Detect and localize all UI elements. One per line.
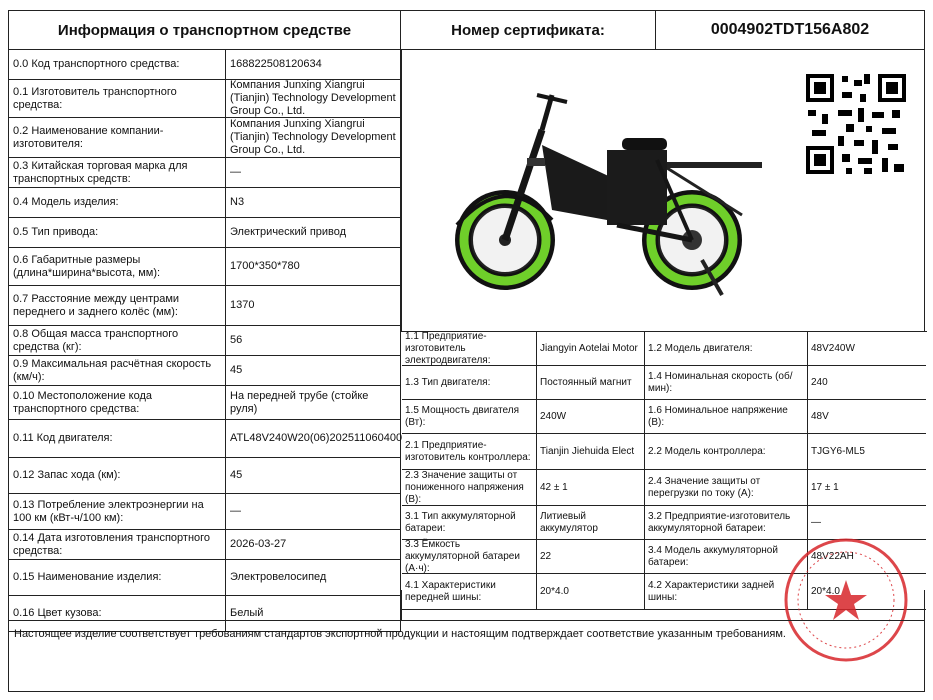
vehicle-info-value: 2026-03-27 <box>230 538 287 550</box>
vehicle-info-row <box>8 188 401 218</box>
vehicle-info-label: 0.3 Китайская торговая марка для транспортных средств: <box>9 158 226 187</box>
spec-row <box>402 400 926 434</box>
vehicle-info-label: 0.12 Запас хода (км): <box>9 458 226 493</box>
vehicle-info-value: N3 <box>230 196 245 208</box>
spec-label: 2.3 Значение защиты от пониженного напряжения (В): <box>402 470 537 505</box>
spec-label: 1.6 Номинальное напряжение (В): <box>645 400 808 433</box>
vehicle-info-row <box>8 248 401 286</box>
cert-number-label: Номер сертификата: <box>400 10 656 50</box>
spec-label: 4.1 Характеристики передней шины: <box>402 574 537 609</box>
vehicle-info-label: 0.5 Тип привода: <box>9 218 226 247</box>
spec-label: 1.5 Мощность двигателя (Вт): <box>402 400 537 433</box>
vehicle-info-row <box>8 494 401 530</box>
vehicle-info-value: Белый <box>230 607 264 619</box>
vehicle-info-value: 45 <box>230 469 243 481</box>
vehicle-info-row <box>8 420 401 458</box>
spec-value: 240W <box>537 400 645 433</box>
vehicle-info-label: 0.0 Код транспортного средства: <box>9 50 226 79</box>
spec-value: 48V22AH <box>811 550 854 562</box>
vehicle-info-row <box>8 356 401 386</box>
spec-value: Постоянный магнит <box>537 366 645 399</box>
vehicle-info-row <box>8 50 401 80</box>
vehicle-info-value: ATL48V240W20(06)202511060400 <box>230 432 403 444</box>
spec-value: Литиевый аккумулятор <box>537 506 645 539</box>
spec-row <box>402 434 926 470</box>
vehicle-info-value: 45 <box>230 364 243 376</box>
vehicle-info-value: 56 <box>230 334 243 346</box>
vehicle-info-label: 0.10 Местоположение кода транспортного средства: <box>9 386 226 419</box>
spec-row <box>402 470 926 506</box>
spec-label: 1.1 Предприятие-изготовитель электродвигателя: <box>402 332 537 365</box>
cert-number: 0004902TDT156A802 <box>655 10 925 50</box>
product-image-area <box>401 50 925 331</box>
spec-value: 48V240W <box>811 342 855 354</box>
spec-label: 2.4 Значение защиты от перегрузки по току (А): <box>645 470 808 505</box>
spec-value: 240 <box>811 376 828 388</box>
vehicle-info-value: Компания Junxing Xiangrui (Tianjin) Technology Development Group Co., Ltd. <box>230 79 396 117</box>
vehicle-info-label: 0.1 Изготовитель транспортного средства: <box>9 80 226 117</box>
vehicle-info-label: 0.2 Наименование компании-изготовителя: <box>9 118 226 157</box>
vehicle-info-label: 0.11 Код двигателя: <box>9 420 226 457</box>
vehicle-info-value: Компания Junxing Xiangrui (Tianjin) Technology Development Group Co., Ltd. <box>230 118 396 156</box>
vehicle-info-row <box>8 560 401 596</box>
vehicle-info-label: 0.8 Общая масса транспортного средства (кг): <box>9 326 226 355</box>
info-title: Информация о транспортном средстве <box>8 10 401 50</box>
spec-label: 3.1 Тип аккумуляторной батареи: <box>402 506 537 539</box>
vehicle-info-label: 0.9 Максимальная расчётная скорость (км/ч): <box>9 356 226 385</box>
vehicle-info-value: 168822508120634 <box>230 58 322 70</box>
vehicle-info-row <box>8 326 401 356</box>
vehicle-info-value: На передней трубе (стойке руля) <box>230 389 369 415</box>
vehicle-info-label: 0.7 Расстояние между центрами переднего и заднего колёс (мм): <box>9 286 226 325</box>
spec-row <box>402 366 926 400</box>
vehicle-info-label: 0.4 Модель изделия: <box>9 188 226 217</box>
spec-value: 22 <box>537 540 645 573</box>
compliance-statement: Настоящее изделие соответствует требованиям стандартов экспортной продукции и настоящим подтверждает соответствие указанным требованиям. <box>8 620 925 692</box>
vehicle-info-value: 1700*350*780 <box>230 260 300 272</box>
vehicle-info-value: 1370 <box>230 299 255 311</box>
vehicle-info-label: 0.13 Потребление электроэнергии на 100 км (кВт-ч/100 км): <box>9 494 226 529</box>
spec-value: TJGY6-ML5 <box>811 445 865 457</box>
vehicle-info-row <box>8 286 401 326</box>
spec-label: 2.2 Модель контроллера: <box>645 434 808 469</box>
vehicle-info-label: 0.16 Цвет кузова: <box>9 596 226 631</box>
specs-table <box>401 330 927 603</box>
spec-value: 20*4.0 <box>537 574 645 609</box>
spec-label: 1.2 Модель двигателя: <box>645 332 808 365</box>
spec-value: 20*4.0 <box>811 585 840 597</box>
spec-label: 2.1 Предприятие-изготовитель контроллера: <box>402 434 537 469</box>
vehicle-info-row <box>8 458 401 494</box>
spec-value: 17 ± 1 <box>811 481 839 493</box>
vehicle-info-row <box>8 158 401 188</box>
spec-value: 42 ± 1 <box>537 470 645 505</box>
vehicle-info-label: 0.14 Дата изготовления транспортного средства: <box>9 530 226 559</box>
certificate <box>8 10 925 692</box>
vehicle-info-label: 0.15 Наименование изделия: <box>9 560 226 595</box>
vehicle-info-row <box>8 218 401 248</box>
vehicle-info-value: — <box>230 166 241 178</box>
spec-label: 1.4 Номинальная скорость (об/мин): <box>645 366 808 399</box>
vehicle-info-value: — <box>230 505 241 517</box>
spec-value: Tianjin Jiehuida Elect <box>537 434 645 469</box>
vehicle-info-value: Электровелосипед <box>230 571 327 583</box>
spec-value: Jiangyin Aotelai Motor <box>537 332 645 365</box>
vehicle-info-value: Электрический привод <box>230 226 347 238</box>
spec-label: 3.3 Ёмкость аккумуляторной батареи (А·ч): <box>402 540 537 573</box>
spec-label: 1.3 Тип двигателя: <box>402 366 537 399</box>
spec-label: 3.4 Модель аккумуляторной батареи: <box>645 540 808 573</box>
spec-value: — <box>811 516 821 528</box>
spec-value: 48V <box>811 410 829 422</box>
vehicle-info-row <box>8 80 401 118</box>
qr-code <box>802 70 910 178</box>
vehicle-info-row <box>8 118 401 158</box>
vehicle-info-row <box>8 530 401 560</box>
spec-label: 3.2 Предприятие-изготовитель аккумуляторной батареи: <box>645 506 808 539</box>
vehicle-info-label: 0.6 Габаритные размеры (длина*ширина*высота, мм): <box>9 248 226 285</box>
vehicle-info-row <box>8 386 401 420</box>
spec-row <box>402 332 926 366</box>
spec-label: 4.2 Характеристики задней шины: <box>645 574 808 609</box>
